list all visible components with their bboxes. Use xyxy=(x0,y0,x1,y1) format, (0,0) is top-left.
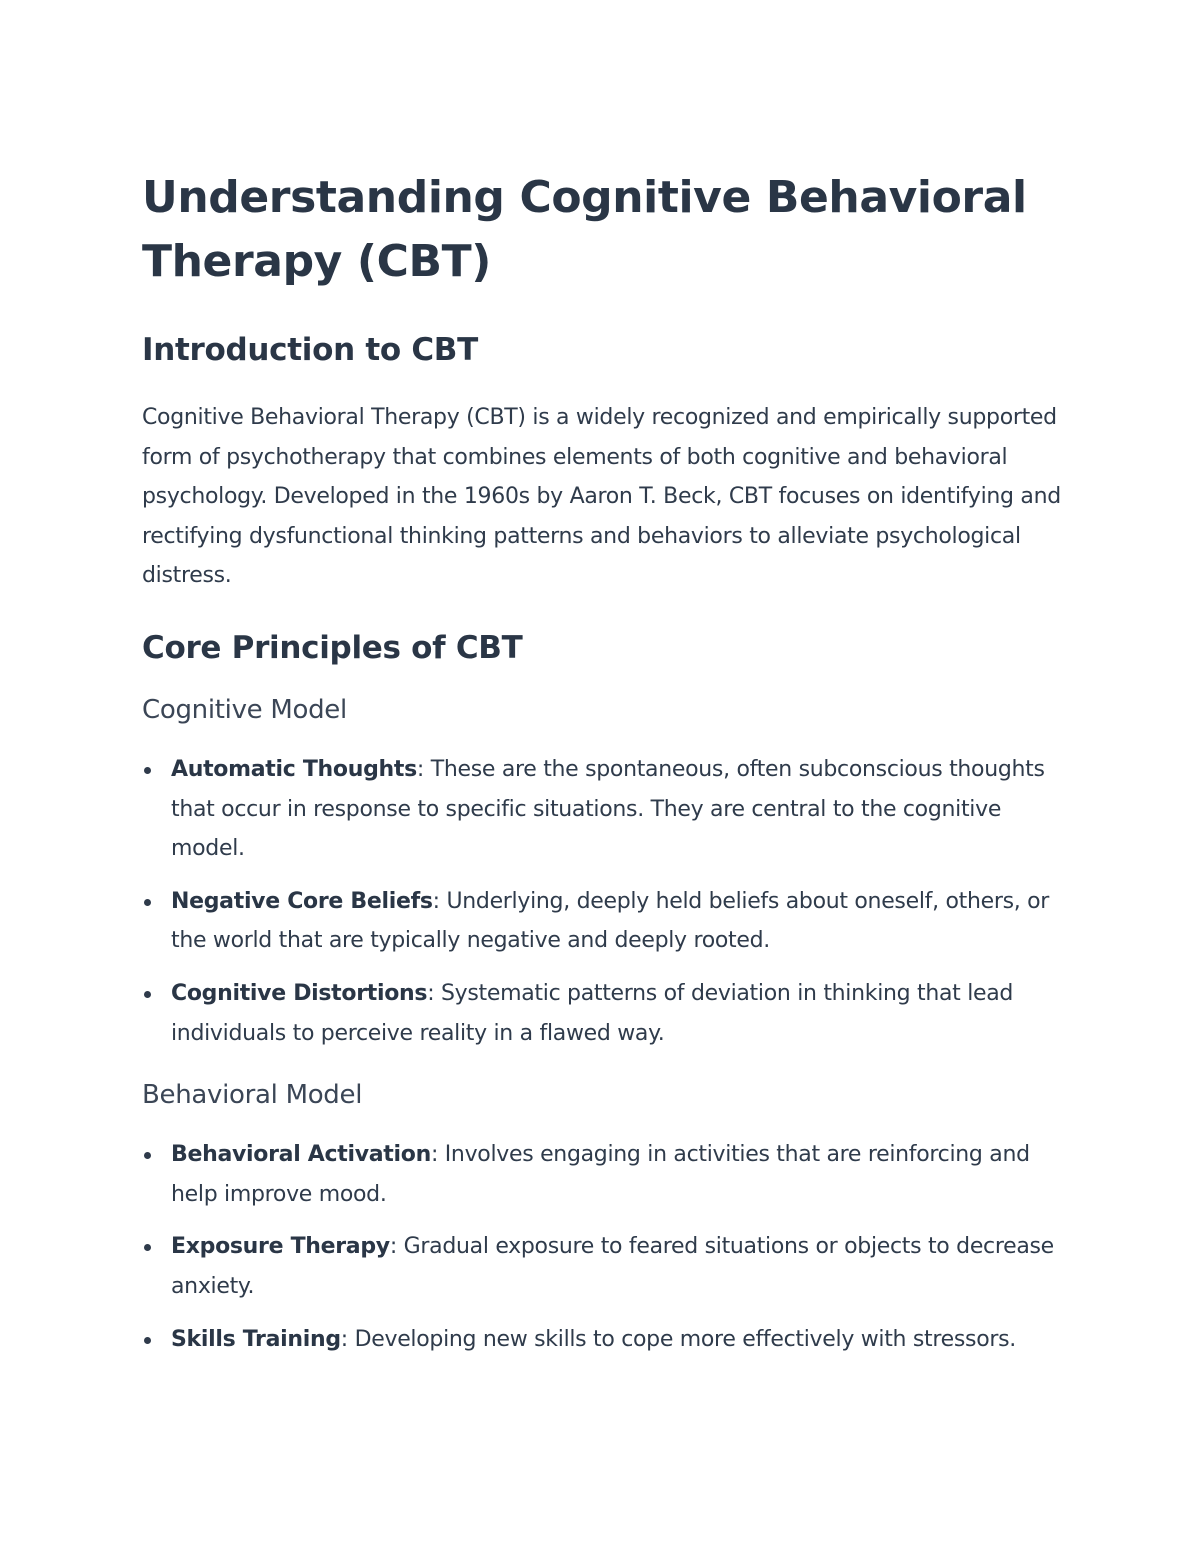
bullet-icon xyxy=(144,1244,151,1251)
document-title: Understanding Cognitive Behavioral Therapy (CBT) xyxy=(142,172,1027,287)
bullet-icon xyxy=(144,1152,151,1159)
list-item-term: Skills Training xyxy=(171,1326,341,1352)
list-item xyxy=(142,1320,1062,1360)
list-item-term: Negative Core Beliefs xyxy=(171,888,433,914)
list-item xyxy=(142,750,1062,869)
intro-paragraph: Cognitive Behavioral Therapy (CBT) is a widely recognized and empirically supported form of psychotherapy that combines elements of both cognitive and behavioral psychology. Developed in the 1960s by Aaron T. Beck, CBT focuses on identifying and rectifying dysfunctional thinking patterns and behaviors to alleviate psychological distress. xyxy=(142,405,1061,589)
bullet-icon xyxy=(144,1337,151,1344)
document-page xyxy=(142,166,1062,1359)
list-item-text: : Gradual exposure to feared situations or objects to decrease anxiety. xyxy=(171,1234,1054,1299)
intro-heading: Introduction to CBT xyxy=(142,332,478,368)
behavioral-model-list xyxy=(142,1135,1062,1359)
list-item-term: Automatic Thoughts xyxy=(171,756,417,782)
list-item-text: : Involves engaging in activities that are reinforcing and help improve mood. xyxy=(171,1142,1030,1207)
list-item xyxy=(142,882,1062,961)
list-item-text: : Underlying, deeply held beliefs about oneself, others, or the world that are typically negative and deeply rooted. xyxy=(171,888,1050,954)
behavioral-model-heading: Behavioral Model xyxy=(142,1080,363,1111)
principles-heading: Core Principles of CBT xyxy=(142,629,523,666)
list-item-text: : Systematic patterns of deviation in thinking that lead individuals to perceive reality in a flawed way. xyxy=(171,980,1014,1046)
bullet-icon xyxy=(144,899,151,906)
bullet-icon xyxy=(144,991,151,998)
bullet-icon xyxy=(144,767,151,774)
list-item-text: : Developing new skills to cope more effectively with stressors. xyxy=(340,1326,1016,1352)
list-item xyxy=(142,974,1062,1053)
list-item-term: Exposure Therapy xyxy=(171,1234,390,1260)
list-item-term: Behavioral Activation xyxy=(171,1142,431,1168)
list-item xyxy=(142,1135,1062,1214)
list-item xyxy=(142,1227,1062,1306)
cognitive-model-list xyxy=(142,750,1062,1053)
cognitive-model-heading: Cognitive Model xyxy=(142,694,347,725)
list-item-text: : These are the spontaneous, often subconscious thoughts that occur in response to specific situations. They are central to the cognitive model. xyxy=(171,756,1045,862)
list-item-term: Cognitive Distortions xyxy=(171,980,428,1006)
